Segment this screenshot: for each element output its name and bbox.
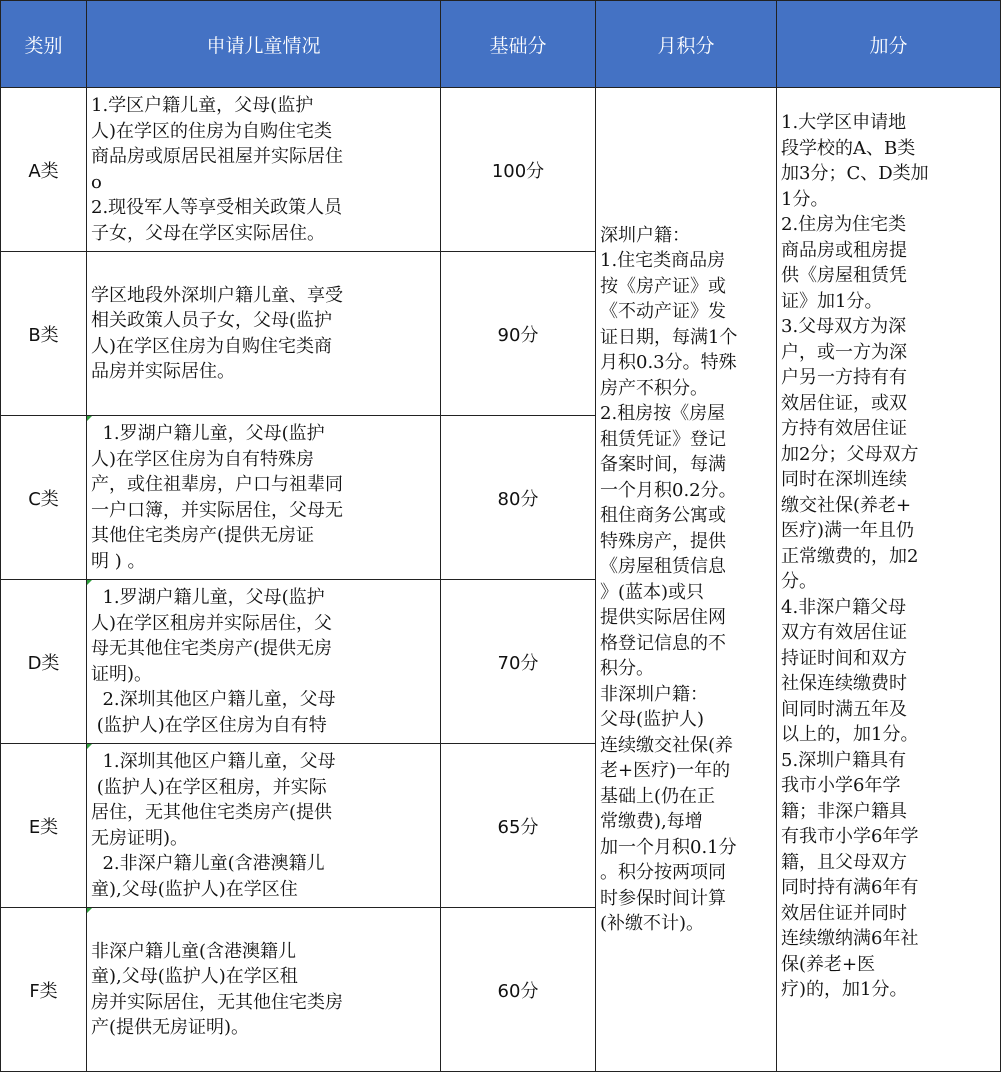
header-base-score: 基础分 [441, 1, 596, 88]
cell-marker [87, 416, 92, 421]
base-score-cell: 70分 [441, 580, 596, 744]
bonus-line: 疗)的，加1分。 [781, 979, 908, 1000]
base-score-cell: 80分 [441, 416, 596, 580]
situation-line: 1.罗湖户籍儿童，父母(监护 [91, 423, 325, 444]
situation-line: 童),父母(监护人)在学区住 [91, 878, 298, 900]
monthly-points-line: 基础上(仍在正 [600, 785, 716, 807]
bonus-line: 医疗)满一年且仍 [781, 520, 915, 541]
bonus-line: 籍；非深户籍具 [781, 800, 907, 822]
situation-line: 2.现役军人等享受相关政策人员 [91, 197, 343, 218]
base-score-cell: 65分 [441, 744, 596, 908]
bonus-line: 5.深圳户籍具有 [781, 749, 907, 771]
situation-line: (监护人)在学区住房为自有特 [91, 714, 327, 736]
situation-line: 产，或住祖辈房，户口与祖辈同 [91, 474, 343, 495]
bonus-line: 间同时满五年及 [781, 698, 907, 720]
cell-marker [87, 744, 92, 749]
header-situation: 申请儿童情况 [87, 1, 441, 88]
monthly-points-line: (补缴不计)。 [600, 913, 705, 934]
situation-line: 相关政策人员子女，父母(监护 [91, 310, 333, 331]
header-bonus: 加分 [777, 1, 1001, 88]
category-cell: D类 [1, 580, 87, 744]
monthly-points-line: 特殊房产，提供 [600, 530, 726, 552]
situation-line: 2.深圳其他区户籍儿童，父母 [91, 689, 336, 710]
bonus-line: 1分。 [781, 188, 829, 210]
monthly-points-line: 格登记信息的不 [600, 632, 726, 654]
situation-line: 明 ) 。 [91, 550, 146, 572]
bonus-line: 1.大学区申请地 [781, 112, 907, 133]
monthly-points-line: 一个月积0.2分。 [600, 479, 737, 501]
monthly-points-line: 房产不积分。 [600, 377, 708, 399]
situation-line: 人)在学区住房为自购住宅类商 [91, 335, 333, 357]
bonus-line: 加2分；父母双方 [781, 443, 919, 465]
monthly-points-line: 时参保时间计算 [600, 887, 726, 909]
situation-line: 证明)。 [91, 663, 153, 685]
category-cell: C类 [1, 416, 87, 580]
situation-cell [87, 88, 441, 252]
bonus-line: 方持有效居住证 [781, 418, 907, 439]
table-row [1, 88, 1001, 252]
monthly-points-line: 连续缴交社保(养 [600, 734, 734, 756]
monthly-points-cell [596, 88, 777, 1072]
bonus-cell [777, 88, 1001, 1072]
situation-line: 房并实际居住，无其他住宅类房 [91, 991, 343, 1013]
situation-line: 2.非深户籍儿童(含港澳籍儿 [91, 853, 325, 874]
situation-line: 非深户籍儿童(含港澳籍儿 [91, 940, 297, 962]
monthly-points-line: 。积分按两项同 [600, 862, 726, 883]
monthly-points-line: 》(蓝本)或只 [600, 581, 705, 603]
bonus-line: 以上的，加1分。 [781, 724, 919, 745]
monthly-points-line: 深圳户籍： [600, 224, 690, 246]
situation-line: 其他住宅类房产(提供无房证 [91, 525, 315, 546]
bonus-line: 分。 [781, 571, 817, 592]
bonus-line: 户另一方持有有 [781, 367, 907, 388]
monthly-points-line: 1.住宅类商品房 [600, 250, 726, 271]
bonus-line: 我市小学6年学 [781, 775, 901, 796]
situation-cell [87, 744, 441, 908]
monthly-points-line: 2.租房按《房屋 [600, 403, 726, 424]
situation-line: 童),父母(监护人)在学区租 [91, 966, 298, 987]
monthly-points-line: 租住商务公寓或 [600, 505, 726, 526]
header-row [1, 1, 1001, 88]
bonus-line: 4.非深户籍父母 [781, 596, 907, 618]
situation-line: 无房证明)。 [91, 827, 189, 849]
bonus-line: 同时持有满6年有 [781, 877, 919, 898]
situation-line: 居住，无其他住宅类房产(提供 [91, 802, 333, 823]
bonus-line: 段学校的A、B类 [781, 137, 916, 159]
header-monthly-points: 月积分 [596, 1, 777, 88]
situation-line: 1.学区户籍儿童，父母(监护 [91, 95, 314, 116]
situation-line: 产(提供无房证明)。 [91, 1017, 250, 1038]
monthly-points-line: 非深圳户籍： [600, 683, 708, 705]
bonus-line: 效居住证并同时 [781, 902, 907, 924]
monthly-points-line: 租赁凭证》登记 [600, 428, 726, 450]
bonus-line: 双方有效居住证 [781, 622, 907, 643]
bonus-line: 证》加1分。 [781, 290, 883, 312]
category-cell: B类 [1, 252, 87, 416]
bonus-line: 正常缴费的，加2 [781, 545, 919, 567]
bonus-line: 缴交社保(养老+ [781, 494, 912, 516]
monthly-points-line: 常缴费),每增 [600, 811, 703, 832]
situation-line: 母无其他住宅类房产(提供无房 [91, 638, 333, 659]
situation-line: 人)在学区的住房为自购住宅类 [91, 120, 333, 142]
cell-marker [87, 908, 92, 913]
situation-line: 1.深圳其他区户籍儿童，父母 [91, 751, 336, 772]
monthly-points-line: 老+医疗)一年的 [600, 760, 731, 781]
monthly-points-line: 提供实际居住网 [600, 607, 726, 628]
situation-cell [87, 252, 441, 416]
bonus-line: 商品房或租房提 [781, 239, 907, 261]
situation-line: 1.罗湖户籍儿童，父母(监护 [91, 587, 325, 608]
monthly-points-line: 父母(监护人) [600, 709, 705, 730]
monthly-points-line: 备案时间，每满 [600, 454, 726, 475]
bonus-line: 籍，且父母双方 [781, 851, 907, 873]
category-cell: A类 [1, 88, 87, 252]
situation-line: 人)在学区住房为自有特殊房 [91, 448, 315, 470]
category-cell: E类 [1, 744, 87, 908]
situation-line: 子女，父母在学区实际居住。 [91, 222, 325, 244]
bonus-line: 有我市小学6年学 [781, 826, 919, 847]
header-category: 类别 [1, 1, 87, 88]
bonus-line: 同时在深圳连续 [781, 469, 907, 490]
category-cell: F类 [1, 908, 87, 1072]
monthly-points-line: 积分。 [600, 658, 654, 679]
monthly-points-line: 按《房产证》或 [600, 275, 726, 297]
bonus-line: 2.住房为住宅类 [781, 214, 907, 235]
bonus-line: 加3分；C、D类加 [781, 163, 929, 184]
base-score-cell: 100分 [441, 88, 596, 252]
monthly-points-line: 月积0.3分。特殊 [600, 352, 737, 373]
situation-cell [87, 580, 441, 744]
bonus-line: 连续缴纳满6年社 [781, 928, 919, 949]
situation-line: 商品房或原居民祖屋并实际居住 [91, 146, 343, 167]
bonus-line: 户，或一方为深 [781, 341, 907, 363]
situation-cell [87, 416, 441, 580]
monthly-points-line: 《房屋租赁信息 [600, 556, 726, 577]
base-score-cell: 60分 [441, 908, 596, 1072]
bonus-line: 效居住证，或双 [781, 392, 907, 414]
cell-marker [87, 580, 92, 585]
situation-line: o [91, 171, 102, 193]
bonus-line: 持证时间和双方 [781, 647, 907, 669]
bonus-line: 保(养老+医 [781, 953, 876, 975]
bonus-line: 社保连续缴费时 [781, 673, 907, 694]
bonus-line: 供《房屋租赁凭 [781, 265, 907, 286]
monthly-points-line: 证日期，每满1个 [600, 326, 738, 348]
monthly-points-line: 《不动产证》发 [600, 301, 726, 322]
situation-line: 人)在学区租房并实际居住，父 [91, 612, 333, 634]
situation-line: 一户口簿，并实际居住，父母无 [91, 499, 343, 521]
situation-line: 品房并实际居住。 [91, 361, 235, 382]
base-score-cell: 90分 [441, 252, 596, 416]
bonus-line: 3.父母双方为深 [781, 316, 907, 337]
situation-line: (监护人)在学区租房，并实际 [91, 776, 327, 798]
situation-line: 学区地段外深圳户籍儿童、享受 [91, 284, 343, 306]
situation-cell [87, 908, 441, 1072]
monthly-points-line: 加一个月积0.1分 [600, 836, 737, 858]
